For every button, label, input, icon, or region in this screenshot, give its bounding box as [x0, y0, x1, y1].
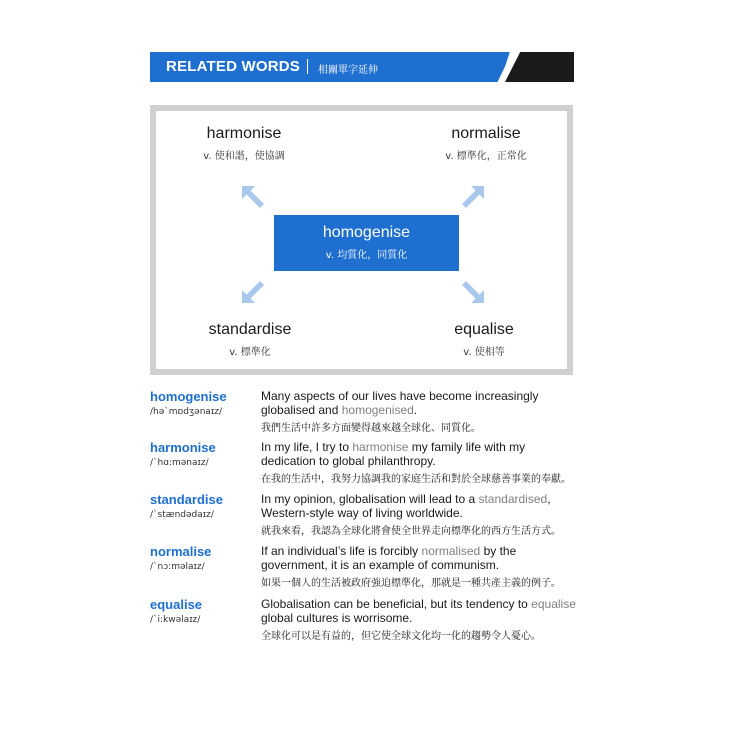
entry-pronunciation: /hə`mɒdʒənaɪz/ [150, 407, 223, 417]
entry-translation: 如果一個人的生活被政府強迫標準化，那就是一種共產主義的例子。 [261, 578, 561, 589]
word-map-diagram [150, 105, 573, 375]
term-word: harmonise [206, 125, 282, 142]
term-word: standardise [208, 321, 292, 338]
entry-translation: 在我的生活中，我努力協調我的家庭生活和對於全球慈善事業的奉獻。 [261, 474, 571, 485]
entry-example: If an individual’s life is forcibly normalised by the government, it is an example of communism. [261, 544, 517, 572]
section-title: RELATED WORDS [166, 58, 300, 75]
arrow-up-left-icon [240, 184, 266, 210]
highlighted-word: homogenised [341, 403, 414, 417]
highlighted-word: harmonise [352, 440, 409, 454]
highlighted-word: equalise [531, 597, 576, 611]
entry-example: In my life, I try to harmonise my family life with my dedication to global philanthropy. [261, 440, 526, 468]
term-definition: v. 使和諧，使協調 [203, 151, 285, 162]
entry-pronunciation: /`hɑ:mənaɪz/ [150, 458, 209, 468]
term-bottom-right [409, 321, 559, 358]
arrow-down-right-icon [460, 279, 486, 305]
term-definition: v. 標準化，正常化 [445, 151, 527, 162]
entry-word: homogenise [150, 389, 227, 404]
arrow-up-right-icon [460, 184, 486, 210]
term-top-right [411, 125, 561, 162]
entry-pronunciation: /`i:kwəlaɪz/ [150, 615, 201, 625]
term-definition: v. 標準化 [229, 347, 271, 358]
entry-example: In my opinion, globalisation will lead to a standardised, Western-style way of living worldwide. [261, 492, 551, 520]
term-top-left [169, 125, 319, 162]
entry-translation: 全球化可以是有益的，但它使全球文化均一化的趨勢令人憂心。 [261, 631, 541, 642]
center-definition: v. 均質化，同質化 [325, 250, 408, 261]
term-bottom-left [175, 321, 325, 358]
entry-word: harmonise [150, 440, 216, 455]
entry-pronunciation: /`stændədaɪz/ [150, 510, 214, 520]
entry-pronunciation: /`nɔ:məlaɪz/ [150, 562, 205, 572]
entry-word: normalise [150, 544, 212, 559]
entry-word: standardise [150, 492, 223, 507]
entry-example: Globalisation can be beneficial, but its tendency to equalise global cultures is worrisome. [261, 597, 576, 625]
center-word: homogenise [322, 224, 411, 241]
entry-translation: 我們生活中許多方面變得越來越全球化、同質化。 [261, 423, 481, 434]
term-word: normalise [451, 125, 521, 142]
highlighted-word: standardised [478, 492, 548, 506]
highlighted-word: normalised [421, 544, 481, 558]
term-definition: v. 使相等 [463, 347, 505, 358]
entry-word: equalise [150, 597, 203, 612]
center-term [274, 215, 459, 271]
term-word: equalise [454, 321, 514, 338]
title-separator [307, 59, 308, 74]
section-subtitle: 相關單字延伸 [318, 65, 378, 76]
entry-translation: 就我來看，我認為全球化將會使全世界走向標準化的西方生活方式。 [261, 526, 561, 537]
header-banner [150, 52, 574, 82]
banner-black-tab [505, 52, 574, 82]
arrow-down-left-icon [240, 279, 266, 305]
entry-example: Many aspects of our lives have become increasingly globalised and homogenised. [261, 389, 539, 417]
